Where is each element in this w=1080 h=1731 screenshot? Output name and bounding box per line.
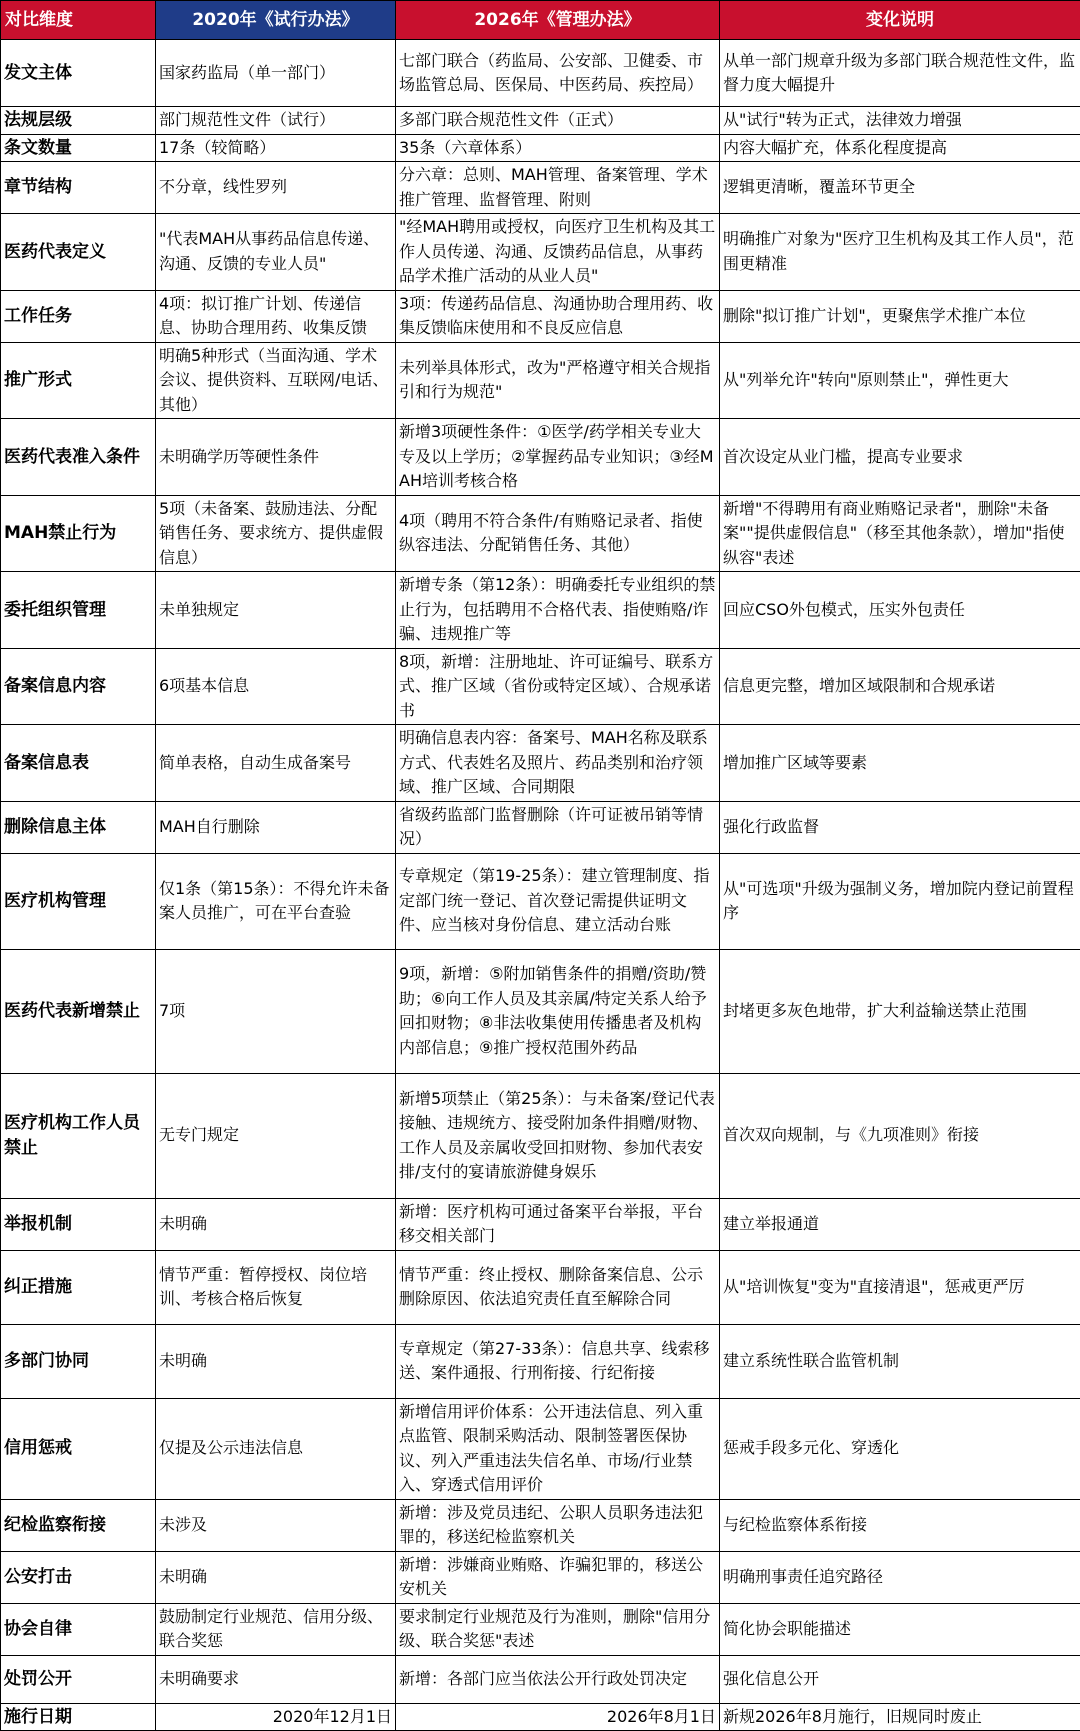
table-row xyxy=(1,572,1080,649)
row-change: 内容大幅扩充，体系化程度提高 xyxy=(720,134,1080,162)
row-new: 分六章：总则、MAH管理、备案管理、学术推广管理、监督管理、附则 xyxy=(396,162,720,214)
row-new: 要求制定行业规范及行为准则，删除"信用分级、联合奖惩"表述 xyxy=(396,1603,720,1655)
table-row xyxy=(1,1073,1080,1198)
row-change: 删除"拟订推广计划"，更聚焦学术推广本位 xyxy=(720,290,1080,342)
row-old: 部门规范性文件（试行） xyxy=(156,107,396,135)
row-old: "代表MAH从事药品信息传递、沟通、反馈的专业人员" xyxy=(156,214,396,291)
row-change: 强化行政监督 xyxy=(720,801,1080,853)
row-change: 简化协会职能描述 xyxy=(720,1603,1080,1655)
row-change: 首次双向规制，与《九项准则》衔接 xyxy=(720,1073,1080,1198)
table-row xyxy=(1,648,1080,725)
row-dimension: 条文数量 xyxy=(1,134,156,162)
table-row xyxy=(1,419,1080,496)
row-new: 明确信息表内容：备案号、MAH名称及联系方式、代表姓名及照片、药品类别和治疗领域、推广区域、合同期限 xyxy=(396,725,720,802)
row-old: 简单表格，自动生成备案号 xyxy=(156,725,396,802)
table-row xyxy=(1,107,1080,135)
row-new: 未列举具体形式，改为"严格遵守相关合规指引和行为规范" xyxy=(396,342,720,419)
row-new: 新增：各部门应当依法公开行政处罚决定 xyxy=(396,1655,720,1703)
row-change: 建立举报通道 xyxy=(720,1198,1080,1250)
row-new: 新增5项禁止（第25条）：与未备案/登记代表接触、违规统方、接受附加条件捐赠/财物、工作人员及亲属收受回扣财物、参加代表安排/支付的宴请旅游健身娱乐 xyxy=(396,1073,720,1198)
row-old: 明确5种形式（当面沟通、学术会议、提供资料、互联网/电话、其他） xyxy=(156,342,396,419)
row-old: MAH自行删除 xyxy=(156,801,396,853)
table-row xyxy=(1,342,1080,419)
row-dimension: 协会自律 xyxy=(1,1603,156,1655)
row-old: 未明确要求 xyxy=(156,1655,396,1703)
row-change: 首次设定从业门槛，提高专业要求 xyxy=(720,419,1080,496)
row-dimension: 纪检监察衔接 xyxy=(1,1499,156,1551)
table-row xyxy=(1,1324,1080,1398)
row-dimension: 医药代表新增禁止 xyxy=(1,949,156,1073)
row-dimension: 举报机制 xyxy=(1,1198,156,1250)
row-dimension: 施行日期 xyxy=(1,1703,156,1731)
row-dimension: 委托组织管理 xyxy=(1,572,156,649)
row-new: 新增信用评价体系：公开违法信息、列入重点监管、限制采购活动、限制签署医保协议、列入严重违法失信名单、市场/行业禁入、穿透式信用评价 xyxy=(396,1398,720,1499)
row-dimension: 发文主体 xyxy=(1,40,156,107)
row-dimension: 备案信息表 xyxy=(1,725,156,802)
row-change: 从"列举允许"转向"原则禁止"，弹性更大 xyxy=(720,342,1080,419)
row-change: 从"培训恢复"变为"直接清退"，惩戒更严厉 xyxy=(720,1250,1080,1324)
row-new: 七部门联合（药监局、公安部、卫健委、市场监管总局、医保局、中医药局、疾控局） xyxy=(396,40,720,107)
table-row xyxy=(1,1551,1080,1603)
row-change: 与纪检监察体系衔接 xyxy=(720,1499,1080,1551)
row-old: 仅1条（第15条）：不得允许未备案人员推广，可在平台查验 xyxy=(156,853,396,949)
row-change: 强化信息公开 xyxy=(720,1655,1080,1703)
row-new: 3项：传递药品信息、沟通协助合理用药、收集反馈临床使用和不良反应信息 xyxy=(396,290,720,342)
row-change: 从单一部门规章升级为多部门联合规范性文件，监督力度大幅提升 xyxy=(720,40,1080,107)
table-row xyxy=(1,1655,1080,1703)
row-dimension: 多部门协同 xyxy=(1,1324,156,1398)
row-change: 明确推广对象为"医疗卫生机构及其工作人员"，范围更精准 xyxy=(720,214,1080,291)
row-old: 未单独规定 xyxy=(156,572,396,649)
table-row xyxy=(1,1703,1080,1731)
row-old: 2020年12月1日 xyxy=(156,1703,396,1731)
row-old: 未明确 xyxy=(156,1198,396,1250)
row-new: 新增：涉及党员违纪、公职人员职务违法犯罪的，移送纪检监察机关 xyxy=(396,1499,720,1551)
row-old: 仅提及公示违法信息 xyxy=(156,1398,396,1499)
row-old: 5项（未备案、鼓励违法、分配销售任务、要求统方、提供虚假信息） xyxy=(156,495,396,572)
row-dimension: 信用惩戒 xyxy=(1,1398,156,1499)
row-new: 多部门联合规范性文件（正式） xyxy=(396,107,720,135)
row-dimension: 工作任务 xyxy=(1,290,156,342)
row-change: 惩戒手段多元化、穿透化 xyxy=(720,1398,1080,1499)
table-row xyxy=(1,1499,1080,1551)
row-new: 9项，新增：⑤附加销售条件的捐赠/资助/赞助；⑥向工作人员及其亲属/特定关系人给予回扣财物；⑧非法收集使用传播患者及机构内部信息；⑨推广授权范围外药品 xyxy=(396,949,720,1073)
row-old: 17条（较简略） xyxy=(156,134,396,162)
row-dimension: 医疗机构管理 xyxy=(1,853,156,949)
table-row xyxy=(1,162,1080,214)
row-old: 未明确学历等硬性条件 xyxy=(156,419,396,496)
table-row xyxy=(1,1198,1080,1250)
table-row xyxy=(1,949,1080,1073)
table-row xyxy=(1,214,1080,291)
row-change: 增加推广区域等要素 xyxy=(720,725,1080,802)
row-dimension: 纠正措施 xyxy=(1,1250,156,1324)
row-dimension: 推广形式 xyxy=(1,342,156,419)
row-dimension: 章节结构 xyxy=(1,162,156,214)
row-dimension: 公安打击 xyxy=(1,1551,156,1603)
row-new: 专章规定（第27-33条）：信息共享、线索移送、案件通报、行刑衔接、行纪衔接 xyxy=(396,1324,720,1398)
row-change: 新规2026年8月施行，旧规同时废止 xyxy=(720,1703,1080,1731)
row-dimension: 法规层级 xyxy=(1,107,156,135)
table-row xyxy=(1,1250,1080,1324)
row-new: 4项（聘用不符合条件/有贿赂记录者、指使纵容违法、分配销售任务、其他） xyxy=(396,495,720,572)
table-row xyxy=(1,853,1080,949)
row-change: 信息更完整，增加区域限制和合规承诺 xyxy=(720,648,1080,725)
row-old: 6项基本信息 xyxy=(156,648,396,725)
row-old: 无专门规定 xyxy=(156,1073,396,1198)
row-old: 不分章，线性罗列 xyxy=(156,162,396,214)
row-dimension: 处罚公开 xyxy=(1,1655,156,1703)
row-new: 2026年8月1日 xyxy=(396,1703,720,1731)
row-new: 专章规定（第19-25条）：建立管理制度、指定部门统一登记、首次登记需提供证明文件、应当核对身份信息、建立活动台账 xyxy=(396,853,720,949)
table-row xyxy=(1,725,1080,802)
row-new: 新增3项硬性条件：①医学/药学相关专业大专及以上学历；②掌握药品专业知识；③经MAH培训考核合格 xyxy=(396,419,720,496)
header-2020: 2020年《试行办法》 xyxy=(156,1,396,40)
table-row xyxy=(1,1603,1080,1655)
row-change: 从"可选项"升级为强制义务，增加院内登记前置程序 xyxy=(720,853,1080,949)
table-row xyxy=(1,290,1080,342)
row-change: 新增"不得聘用有商业贿赂记录者"，删除"未备案""提供虚假信息"（移至其他条款），增加"指使纵容"表述 xyxy=(720,495,1080,572)
table-row xyxy=(1,134,1080,162)
row-old: 4项：拟订推广计划、传递信息、协助合理用药、收集反馈 xyxy=(156,290,396,342)
row-dimension: MAH禁止行为 xyxy=(1,495,156,572)
row-new: 8项，新增：注册地址、许可证编号、联系方式、推广区域（省份或特定区域）、合规承诺书 xyxy=(396,648,720,725)
table-row xyxy=(1,1398,1080,1499)
row-change: 明确刑事责任追究路径 xyxy=(720,1551,1080,1603)
row-change: 封堵更多灰色地带，扩大利益输送禁止范围 xyxy=(720,949,1080,1073)
row-dimension: 医药代表准入条件 xyxy=(1,419,156,496)
row-change: 回应CSO外包模式，压实外包责任 xyxy=(720,572,1080,649)
row-dimension: 备案信息内容 xyxy=(1,648,156,725)
row-old: 国家药监局（单一部门） xyxy=(156,40,396,107)
row-dimension: 删除信息主体 xyxy=(1,801,156,853)
row-change: 从"试行"转为正式，法律效力增强 xyxy=(720,107,1080,135)
row-new: 35条（六章体系） xyxy=(396,134,720,162)
row-old: 鼓励制定行业规范、信用分级、联合奖惩 xyxy=(156,1603,396,1655)
row-change: 逻辑更清晰，覆盖环节更全 xyxy=(720,162,1080,214)
row-new: 新增：涉嫌商业贿赂、诈骗犯罪的，移送公安机关 xyxy=(396,1551,720,1603)
table-row xyxy=(1,40,1080,107)
row-new: 情节严重：终止授权、删除备案信息、公示删除原因、依法追究责任直至解除合同 xyxy=(396,1250,720,1324)
header-row xyxy=(1,1,1080,40)
header-dimension: 对比维度 xyxy=(1,1,156,40)
row-old: 未明确 xyxy=(156,1324,396,1398)
row-old: 情节严重：暂停授权、岗位培训、考核合格后恢复 xyxy=(156,1250,396,1324)
row-old: 未涉及 xyxy=(156,1499,396,1551)
row-new: 新增专条（第12条）：明确委托专业组织的禁止行为，包括聘用不合格代表、指使贿赂/诈骗、违规推广等 xyxy=(396,572,720,649)
row-dimension: 医疗机构工作人员禁止 xyxy=(1,1073,156,1198)
row-new: "经MAH聘用或授权，向医疗卫生机构及其工作人员传递、沟通、反馈药品信息，从事药品学术推广活动的从业人员" xyxy=(396,214,720,291)
table-row xyxy=(1,801,1080,853)
row-dimension: 医药代表定义 xyxy=(1,214,156,291)
header-change: 变化说明 xyxy=(720,1,1080,40)
row-new: 省级药监部门监督删除（许可证被吊销等情况） xyxy=(396,801,720,853)
row-change: 建立系统性联合监管机制 xyxy=(720,1324,1080,1398)
table-row xyxy=(1,495,1080,572)
row-old: 未明确 xyxy=(156,1551,396,1603)
row-new: 新增：医疗机构可通过备案平台举报，平台移交相关部门 xyxy=(396,1198,720,1250)
header-2026: 2026年《管理办法》 xyxy=(396,1,720,40)
row-old: 7项 xyxy=(156,949,396,1073)
